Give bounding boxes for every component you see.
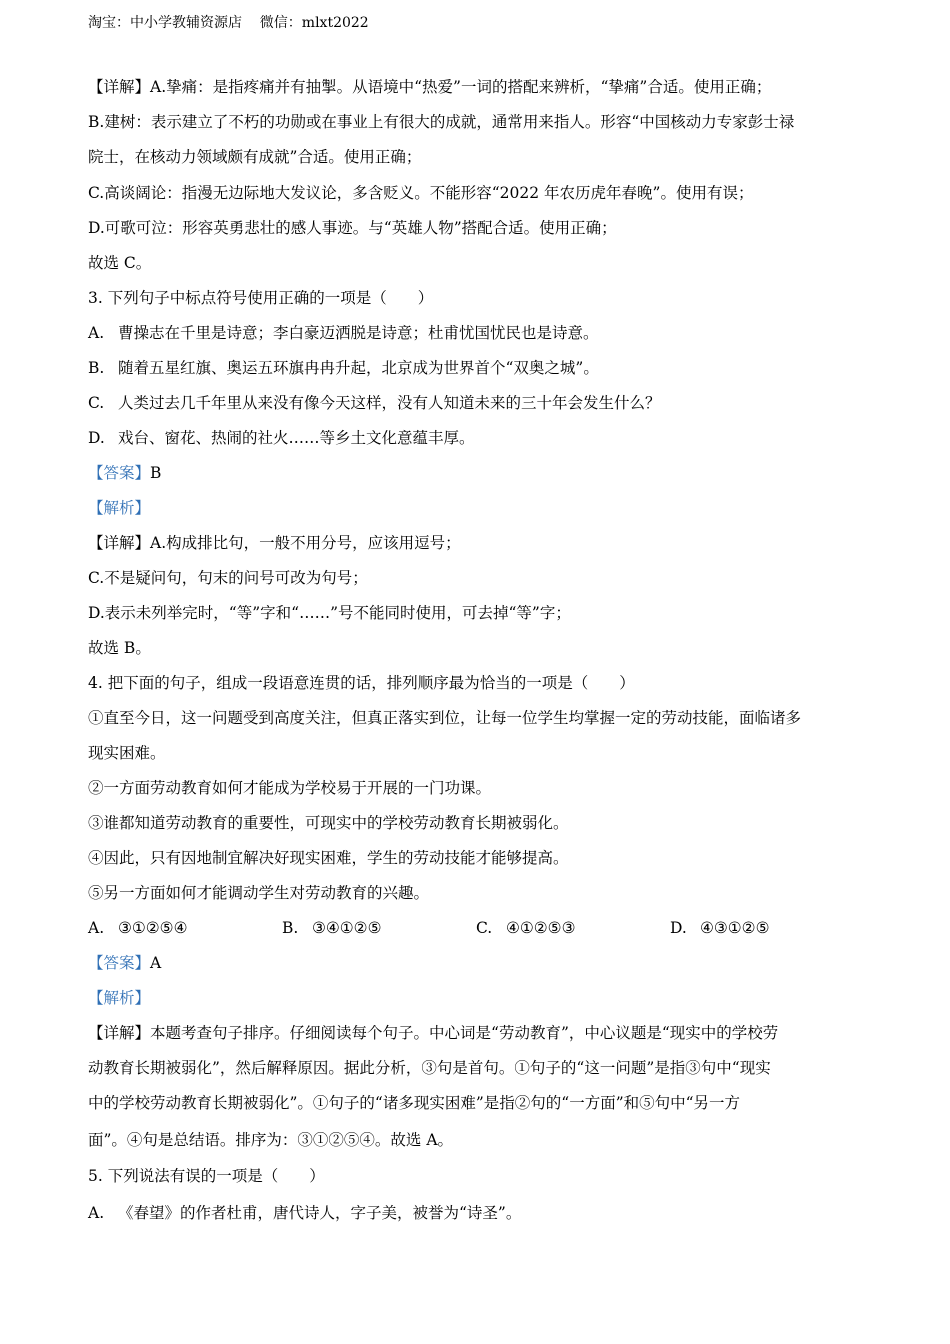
q4-sentence-2: ②一方面劳动教育如何才能成为学校易于开展的一门功课。 bbox=[88, 779, 492, 797]
q4-sentence-4: ④因此，只有因地制宜解决好现实困难，学生的劳动技能才能够提高。 bbox=[88, 849, 569, 867]
q4-option-a bbox=[88, 911, 187, 945]
q4-explanation-2: 动教育长期被弱化”，然后解释原因。据此分析，③句是首句。①句子的“这一问题”是指③句中“现实 bbox=[88, 1059, 771, 1077]
q2-explanation-c: C.高谈阔论：指漫无边际地大发议论，多含贬义。不能形容“2022 年农历虎年春晚”。使用有误； bbox=[88, 184, 754, 202]
option-text: 人类过去几千年里从来没有像今天这样，没有人知道未来的三十年会发生什么？ bbox=[118, 394, 661, 412]
option-letter: A. bbox=[88, 1204, 105, 1222]
q4-analysis-tag: 【解析】 bbox=[88, 989, 151, 1007]
q5-option-a bbox=[88, 1196, 860, 1230]
q4-sentence-1: ①直至今日，这一问题受到高度关注，但真正落实到位，让每一位学生均掌握一定的劳动技能，面临诸多 bbox=[88, 709, 802, 727]
q4-answer bbox=[88, 946, 860, 980]
q4-sentence-3: ③谁都知道劳动教育的重要性，可现实中的学校劳动教育长期被弱化。 bbox=[88, 814, 569, 832]
option-text: 戏台、窗花、热闹的社火……等乡土文化意蕴丰厚。 bbox=[118, 429, 475, 447]
q4-option-c bbox=[476, 911, 575, 945]
answer-value: A bbox=[150, 954, 162, 972]
q3-option-d bbox=[88, 421, 860, 455]
detail-tag: 【详解】 bbox=[88, 1024, 151, 1042]
option-letter: A. bbox=[88, 324, 105, 342]
q3-option-c bbox=[88, 386, 860, 420]
option-text: ④③①②⑤ bbox=[700, 919, 770, 937]
q4-sentence-5: ⑤另一方面如何才能调动学生对劳动教育的兴趣。 bbox=[88, 884, 430, 902]
option-text: 《春望》的作者杜甫，唐代诗人，字子美，被誉为“诗圣”。 bbox=[118, 1204, 522, 1222]
q3-explanation-d: D.表示未列举完时，“等”字和“……”号不能同时使用，可去掉“等”字； bbox=[88, 604, 571, 622]
q4-option-d bbox=[670, 911, 769, 945]
detail-tag: 【详解】 bbox=[88, 78, 151, 96]
page-header: 淘宝：中小学教辅资源店 微信：mlxt2022 bbox=[88, 15, 369, 31]
option-text: 曹操志在千里是诗意；李白豪迈洒脱是诗意；杜甫忧国忧民也是诗意。 bbox=[118, 324, 599, 342]
answer-tag: 【答案】 bbox=[88, 464, 151, 482]
q4-options bbox=[88, 911, 860, 945]
option-text: ③①②⑤④ bbox=[118, 919, 188, 937]
q5-stem: 5. 下列说法有误的一项是（ ） bbox=[88, 1167, 325, 1185]
q3-answer bbox=[88, 456, 860, 490]
option-letter: B. bbox=[88, 359, 105, 377]
option-letter: C. bbox=[476, 919, 493, 937]
explanation-text: A.构成排比句，一般不用分号，应该用逗号； bbox=[150, 534, 461, 552]
q3-analysis-tag: 【解析】 bbox=[88, 499, 151, 517]
q4-explanation-4: 面”。④句是总结语。排序为：③①②⑤④。故选 A。 bbox=[88, 1131, 454, 1149]
explanation-text: A.挚痛：是指疼痛并有抽掣。从语境中“热爱”一词的搭配来辨析，“挚痛”合适。使用正确； bbox=[150, 78, 772, 96]
option-letter: B. bbox=[282, 919, 299, 937]
q2-explanation-b-cont: 院士，在核动力领域颇有成就”合适。使用正确； bbox=[88, 148, 422, 166]
option-text: ③④①②⑤ bbox=[312, 919, 382, 937]
q3-option-a bbox=[88, 316, 860, 350]
answer-value: B bbox=[150, 464, 162, 482]
detail-tag: 【详解】 bbox=[88, 534, 151, 552]
q2-explanation-b: B.建树：表示建立了不朽的功勋或在事业上有很大的成就，通常用来指人。形容“中国核动力专家彭士禄 bbox=[88, 113, 795, 131]
q3-explanation-c: C.不是疑问句，句末的问号可改为句号； bbox=[88, 569, 368, 587]
explanation-text: 本题考查句子排序。仔细阅读每个句子。中心词是“劳动教育”，中心议题是“现实中的学校劳 bbox=[150, 1024, 779, 1042]
q2-conclusion: 故选 C。 bbox=[88, 254, 152, 272]
option-letter: C. bbox=[88, 394, 105, 412]
q4-sentence-1-cont: 现实困难。 bbox=[88, 744, 166, 762]
q3-explanation-a bbox=[88, 526, 860, 560]
q2-explanation-a bbox=[88, 70, 860, 104]
q3-conclusion: 故选 B。 bbox=[88, 639, 151, 657]
option-text: ④①②⑤③ bbox=[506, 919, 576, 937]
option-letter: D. bbox=[670, 919, 687, 937]
option-letter: A. bbox=[88, 919, 105, 937]
q4-stem: 4. 把下面的句子，组成一段语意连贯的话，排列顺序最为恰当的一项是（ ） bbox=[88, 674, 635, 692]
q4-explanation-3: 中的学校劳动教育长期被弱化”。①句子的“诸多现实困难”是指②句的“一方面”和⑤句中“另一方 bbox=[88, 1094, 741, 1112]
option-text: 随着五星红旗、奥运五环旗冉冉升起，北京成为世界首个“双奥之城”。 bbox=[118, 359, 599, 377]
q3-option-b bbox=[88, 351, 860, 385]
answer-tag: 【答案】 bbox=[88, 954, 151, 972]
q3-stem: 3. 下列句子中标点符号使用正确的一项是（ ） bbox=[88, 289, 434, 307]
option-letter: D. bbox=[88, 429, 105, 447]
q2-explanation-d: D.可歌可泣：形容英勇悲壮的感人事迹。与“英雄人物”搭配合适。使用正确； bbox=[88, 219, 617, 237]
q4-explanation-1 bbox=[88, 1016, 860, 1050]
q4-option-b bbox=[282, 911, 381, 945]
